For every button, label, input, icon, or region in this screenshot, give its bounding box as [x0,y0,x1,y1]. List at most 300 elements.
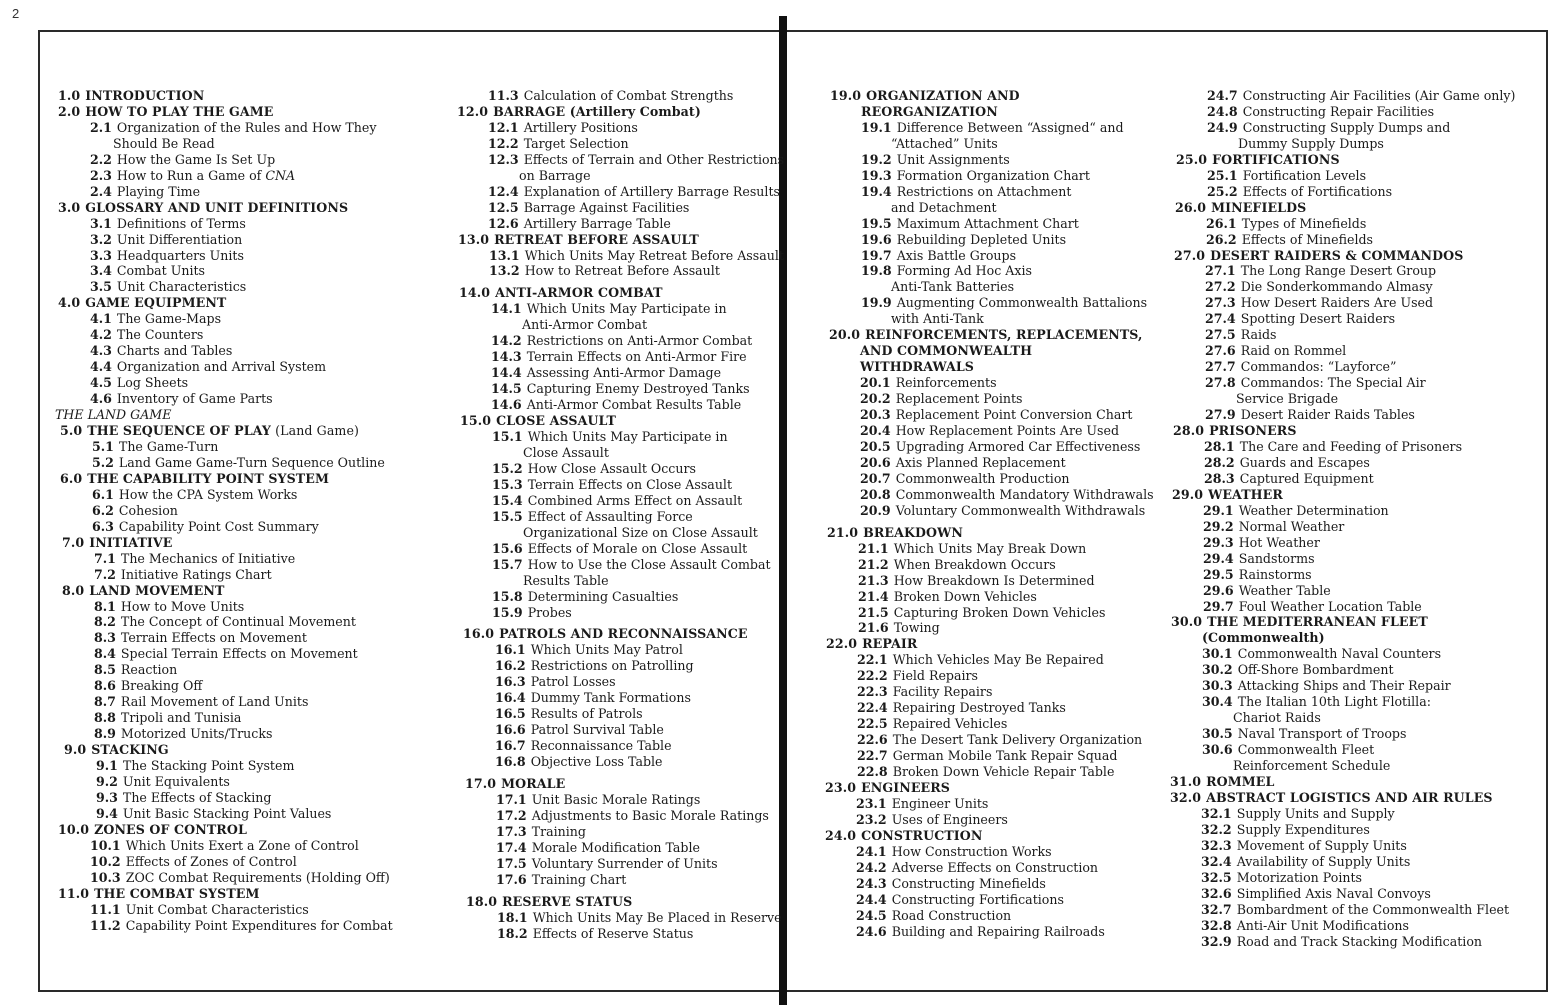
toc-number: 24.0 [825,827,857,843]
toc-number: 19.7 [861,247,892,263]
toc-subsection [457,349,784,365]
toc-section-heading [1170,774,1515,790]
toc-subsection [55,551,393,567]
toc-subsection [1170,311,1515,327]
toc-number: 8.9 [94,726,116,742]
toc-subsection [825,892,1154,908]
toc-subsection [55,327,393,343]
toc-number: 20.5 [860,438,891,454]
toc-section-heading [1170,248,1515,264]
toc-number: 14.4 [491,365,522,381]
toc-subsection [825,796,1154,812]
toc-title: Commonwealth Production [895,470,1070,486]
toc-title: Normal Weather [1238,518,1345,534]
toc-title: Off-Shore Bombardment [1237,662,1394,678]
toc-subsection [1170,742,1515,758]
toc-title: Special Terrain Effects on Movement [120,646,358,662]
toc-subsection [825,168,1154,184]
toc-title: Explanation of Artillery Barrage Results [523,183,780,199]
toc-subsection [55,918,393,934]
toc-title: ZOC Combat Requirements (Holding Off) [125,869,390,885]
toc-subsection [825,184,1154,200]
toc-part-heading [55,407,393,423]
toc-title: Foul Weather Location Table [1238,598,1422,614]
toc-subsection [825,120,1154,136]
toc-subsection [457,136,784,152]
toc-number: 19.0 [830,88,862,103]
toc-subsection [457,840,784,856]
toc-subsection [1170,471,1515,487]
toc-number: 10.0 [58,821,90,837]
toc-subsection [825,700,1154,716]
toc-subsection [55,343,393,359]
toc-subsection [55,902,393,918]
toc-subsection [825,248,1154,264]
toc-subsection [55,184,393,200]
toc-title: MORALE [501,776,566,792]
toc-subsection [55,567,393,583]
toc-subsection [55,152,393,168]
toc-number: 17.6 [496,871,527,887]
toc-number: 12.5 [488,199,519,215]
toc-title: GAME EQUIPMENT [85,295,227,311]
toc-title: Headquarters Units [116,247,244,263]
toc-title: WEATHER [1208,486,1283,502]
toc-number: 4.5 [90,375,112,391]
toc-title: Reconnaissance Table [530,738,672,754]
toc-number: 32.5 [1201,869,1232,885]
toc-subsection [55,806,393,822]
toc-title: Effects of Zones of Control [125,853,297,869]
toc-title: Reinforcements [895,375,997,391]
toc-number: 26.0 [1175,199,1207,215]
toc-subsection [1170,455,1515,471]
toc-title: The Game-Turn [118,438,219,454]
toc-subsection [457,301,784,317]
toc-title: and Detachment [891,199,997,215]
toc-subsection [55,248,393,264]
toc-subsection [825,503,1154,519]
toc-number: 15.3 [492,476,523,492]
toc-subsection [1170,806,1515,822]
toc-subsection [457,674,784,690]
toc-title: Fortification Levels [1242,167,1367,183]
toc-title: Adjustments to Basic Morale Ratings [531,807,769,823]
toc-number: 24.8 [1207,103,1238,119]
toc-number: 18.2 [497,925,528,941]
toc-number: 13.1 [489,247,520,263]
toc-title: Towing [893,620,940,636]
toc-title: Dummy Supply Dumps [1238,135,1384,151]
toc-subsection [1170,870,1515,886]
toc-number: 6.0 [60,470,83,486]
toc-title: Rebuilding Depleted Units [896,231,1067,247]
toc-title: Which Units May Participate in [527,429,728,445]
toc-title: Die Sonderkommando Almasy [1240,279,1433,295]
toc-subsection [825,232,1154,248]
toc-number: 3.0 [58,199,81,215]
toc-title: GLOSSARY AND UNIT DEFINITIONS [85,199,349,215]
toc-title: Commonwealth Fleet [1237,742,1375,758]
toc-number: 15.5 [492,508,523,524]
toc-title: Maximum Attachment Chart [896,215,1079,231]
toc-number: 24.9 [1207,119,1238,135]
toc-number: 9.2 [96,773,118,789]
toc-number: 24.2 [856,859,887,875]
toc-title: Unit Differentiation [116,231,243,247]
toc-number: 19.9 [861,295,892,311]
toc-number: 27.7 [1205,359,1236,375]
toc-subsection [457,557,784,573]
toc-title: Initiative Ratings Chart [120,566,272,582]
toc-number: 4.4 [90,359,112,375]
toc-subsection [55,790,393,806]
toc-title: ROMMEL [1206,773,1275,789]
toc-section-heading [55,88,393,104]
toc-subsection [1170,327,1515,343]
toc-title: REORGANIZATION [861,103,998,119]
toc-subsection [55,375,393,391]
toc-title: THE MEDITERRANEAN FLEET [1207,614,1428,630]
toc-number: 15.6 [492,540,523,556]
toc-subsection [825,216,1154,232]
toc-number: 22.5 [857,716,888,732]
toc-number: 20.4 [860,423,891,439]
toc-title: Voluntary Commonwealth Withdrawals [895,502,1146,518]
toc-title: Terrain Effects on Close Assault [527,476,733,492]
toc-subsection [457,120,784,136]
toc-subsection [1170,263,1515,279]
toc-number: 12.3 [488,151,519,167]
toc-title: The Stacking Point System [122,758,295,774]
toc-subsection [457,477,784,493]
toc-subsection [1170,232,1515,248]
toc-title: Constructing Air Facilities (Air Game only) [1242,88,1516,103]
toc-number: 4.2 [90,327,112,343]
toc-title: Effects of Fortifications [1242,183,1393,199]
toc-number: 28.1 [1204,438,1235,454]
toc-title: Types of Minefields [1241,215,1367,231]
toc-number: 24.4 [856,891,887,907]
toc-number: 3.3 [90,247,112,263]
toc-subsection [457,824,784,840]
toc-subsection [1170,567,1515,583]
toc-title: German Mobile Tank Repair Squad [892,748,1118,764]
toc-title: CONSTRUCTION [861,827,983,843]
toc-title: Forming Ad Hoc Axis [896,263,1032,279]
toc-subsection [55,503,393,519]
toc-title: Combat Units [116,263,205,279]
toc-title: Simplified Axis Naval Convoys [1236,885,1431,901]
toc-title: PRISONERS [1209,423,1297,439]
toc-subsection [457,333,784,349]
toc-title: How Close Assault Occurs [527,460,696,476]
toc-title: Axis Battle Groups [896,247,1017,263]
toc-number: 21.6 [858,620,889,636]
toc-number: 7.2 [94,566,116,582]
toc-subsection [1170,168,1515,184]
toc-title: DESERT RAIDERS & COMMANDOS [1210,247,1464,263]
toc-continuation-line [457,168,784,184]
toc-section-heading [1170,200,1515,216]
toc-title: Objective Loss Table [530,754,663,770]
toc-title: Barrage Against Facilities [523,199,690,215]
toc-subsection [1170,375,1515,391]
toc-title: Anti-Tank Batteries [891,279,1015,295]
toc-title: INTRODUCTION [85,88,205,103]
toc-subsection [1170,838,1515,854]
toc-title: Charts and Tables [116,343,233,359]
toc-title: Restrictions on Attachment [896,183,1072,199]
toc-title: THE LAND GAME [55,407,172,423]
toc-number: 22.4 [857,700,888,716]
toc-subsection [55,216,393,232]
toc-section-heading [55,200,393,216]
toc-number: 27.6 [1205,343,1236,359]
toc-number: 11.0 [58,885,90,901]
toc-title: How to Move Units [120,598,245,614]
toc-subsection [55,263,393,279]
toc-number: 7.0 [62,534,85,550]
toc-title: Facility Repairs [892,684,993,700]
toc-title: Field Repairs [892,668,979,684]
toc-title: Replacement Points [895,391,1023,407]
toc-column-1 [55,88,393,934]
toc-subsection [825,652,1154,668]
toc-number: 22.1 [857,652,888,668]
toc-continuation-line [1170,710,1515,726]
toc-section-heading [55,742,393,758]
toc-subsection [825,908,1154,924]
toc-number: 27.2 [1205,279,1236,295]
toc-continuation-line [1170,136,1515,152]
toc-title: Weather Determination [1238,502,1389,518]
toc-number: 17.5 [496,855,527,871]
toc-number: 22.6 [857,732,888,748]
toc-subsection [55,439,393,455]
toc-number: 17.4 [496,839,527,855]
toc-subsection [825,263,1154,279]
toc-title: Combined Arms Effect on Assault [527,492,743,508]
toc-title: Should Be Read [113,135,215,151]
toc-number: 28.3 [1204,470,1235,486]
toc-subsection [825,439,1154,455]
toc-column-2 [457,88,784,942]
toc-number: 28.2 [1204,454,1235,470]
toc-title: Breaking Off [120,678,203,694]
toc-number: 15.2 [492,460,523,476]
toc-number: 14.2 [491,333,522,349]
toc-number: 12.0 [457,103,489,119]
toc-number: 21.5 [858,604,889,620]
toc-number: 24.5 [856,907,887,923]
toc-subsection [825,487,1154,503]
toc-subsection [1170,184,1515,200]
toc-number: 25.0 [1176,151,1208,167]
toc-title: THE CAPABILITY POINT SYSTEM [87,470,330,486]
toc-title: Organizational Size on Close Assault [523,524,758,540]
toc-title: Constructing Repair Facilities [1242,103,1435,119]
toc-number: 1.0 [58,88,81,103]
toc-title: Tripoli and Tunisia [120,710,242,726]
toc-subsection [825,732,1154,748]
toc-number: 26.1 [1206,215,1237,231]
toc-continuation-line [457,525,784,541]
toc-number: 3.1 [90,215,112,231]
toc-section-heading [55,295,393,311]
toc-number: 10.2 [90,853,121,869]
toc-title: Repaired Vehicles [892,716,1008,732]
toc-subsection [55,854,393,870]
toc-subsection [825,471,1154,487]
toc-title: Motorization Points [1236,869,1362,885]
toc-subsection [825,391,1154,407]
toc-number: 9.3 [96,789,118,805]
toc-number: 14.3 [491,349,522,365]
toc-subsection [457,754,784,770]
toc-title-italic: CNA [265,167,296,183]
toc-title: Results Table [523,572,609,588]
toc-subsection [55,279,393,295]
toc-number: 14.6 [491,397,522,413]
toc-section-heading [457,413,784,429]
toc-title: Guards and Escapes [1239,454,1370,470]
toc-title: Restrictions on Patrolling [530,658,694,674]
toc-number: 14.5 [491,381,522,397]
toc-number: 17.0 [465,776,497,792]
toc-subsection [55,630,393,646]
toc-title: Anti-Armor Combat [522,317,648,333]
toc-title: Log Sheets [116,375,189,391]
toc-number: 15.9 [492,604,523,620]
toc-number: 16.5 [495,706,526,722]
toc-subsection [1170,934,1515,950]
toc-title: BARRAGE (Artillery Combat) [493,103,701,119]
toc-subsection [1170,918,1515,934]
toc-title: (Commonwealth) [1202,630,1325,646]
toc-subsection [457,541,784,557]
toc-title: Reaction [120,662,178,678]
toc-title: Unit Basic Morale Ratings [531,791,701,807]
toc-number: 9.1 [96,758,118,774]
toc-subsection [457,248,784,264]
toc-number: 30.1 [1202,646,1233,662]
toc-number: 32.2 [1201,821,1232,837]
toc-title: Constructing Minefields [891,875,1046,891]
toc-title: Calculation of Combat Strengths [523,88,734,103]
toc-title: Effects of Reserve Status [532,925,694,941]
toc-title: The Italian 10th Light Flotilla: [1237,694,1431,710]
toc-subsection [55,758,393,774]
toc-title: How Desert Raiders Are Used [1240,295,1434,311]
toc-title: Bombardment of the Commonwealth Fleet [1236,901,1510,917]
toc-title: Sandstorms [1238,550,1315,566]
toc-title: Spotting Desert Raiders [1240,311,1396,327]
toc-subsection [1170,599,1515,615]
toc-subsection [825,295,1154,311]
toc-subsection [1170,646,1515,662]
toc-title: Capturing Broken Down Vehicles [893,604,1106,620]
toc-subsection [55,599,393,615]
toc-title: RESERVE STATUS [502,893,633,909]
toc-title: Weather Table [1238,582,1331,598]
toc-number: 19.6 [861,231,892,247]
toc-number: 7.1 [94,550,116,566]
toc-number: 15.4 [492,492,523,508]
toc-subsection [1170,88,1515,104]
toc-subsection [825,716,1154,732]
toc-title: AND COMMONWEALTH [860,343,1033,359]
toc-subsection [457,792,784,808]
toc-number: 16.3 [495,674,526,690]
toc-number: 29.1 [1203,502,1234,518]
toc-subsection [825,152,1154,168]
toc-title: Adverse Effects on Construction [891,859,1099,875]
toc-number: 22.3 [857,684,888,700]
toc-title: ENGINEERS [861,779,951,795]
toc-title: Broken Down Vehicles [893,588,1037,604]
toc-title: Commandos: “Layforce” [1240,359,1397,375]
toc-subsection [1170,503,1515,519]
toc-section-heading [825,327,1154,343]
toc-subsection [55,519,393,535]
toc-title: Restrictions on Anti-Armor Combat [526,333,753,349]
toc-subsection [1170,694,1515,710]
toc-title: Close Assault [523,444,609,460]
toc-title: The Desert Tank Delivery Organization [892,732,1143,748]
toc-title: Attacking Ships and Their Repair [1237,678,1451,694]
toc-subsection [825,455,1154,471]
toc-title: REPAIR [862,636,918,652]
toc-subsection [1170,120,1515,136]
toc-title: When Breakdown Occurs [893,556,1056,572]
toc-section-heading [825,780,1154,796]
toc-number: 23.1 [856,795,887,811]
toc-number: 6.3 [92,518,114,534]
toc-number: 3.2 [90,231,112,247]
toc-number: 6.2 [92,502,114,518]
toc-section-heading [55,104,393,120]
toc-title-suffix: (Land Game) [271,423,360,439]
toc-number: 21.0 [827,524,859,540]
toc-title: Terrain Effects on Anti-Armor Fire [526,349,747,365]
toc-title: Axis Planned Replacement [895,454,1066,470]
toc-subsection [1170,535,1515,551]
toc-subsection [55,870,393,886]
toc-number: 11.2 [90,917,121,933]
toc-number: 22.8 [857,764,888,780]
toc-number: 30.4 [1202,694,1233,710]
toc-subsection [55,710,393,726]
toc-continuation-line [825,104,1154,120]
toc-number: 4.1 [90,311,112,327]
toc-title: Which Units May Participate in [526,301,727,317]
toc-title: Patrol Losses [530,674,616,690]
toc-title: Capturing Enemy Destroyed Tanks [526,381,750,397]
toc-subsection [55,311,393,327]
toc-number: 3.4 [90,263,112,279]
toc-subsection [457,493,784,509]
toc-number: 32.8 [1201,917,1232,933]
toc-title: Availability of Supply Units [1236,853,1411,869]
toc-title: Patrol Survival Table [530,722,664,738]
toc-title: The Concept of Continual Movement [120,614,356,630]
toc-subsection [55,359,393,375]
toc-title: How Breakdown Is Determined [893,572,1095,588]
toc-title: Road Construction [891,907,1012,923]
toc-number: 27.5 [1205,327,1236,343]
toc-title: Cohesion [118,502,178,518]
